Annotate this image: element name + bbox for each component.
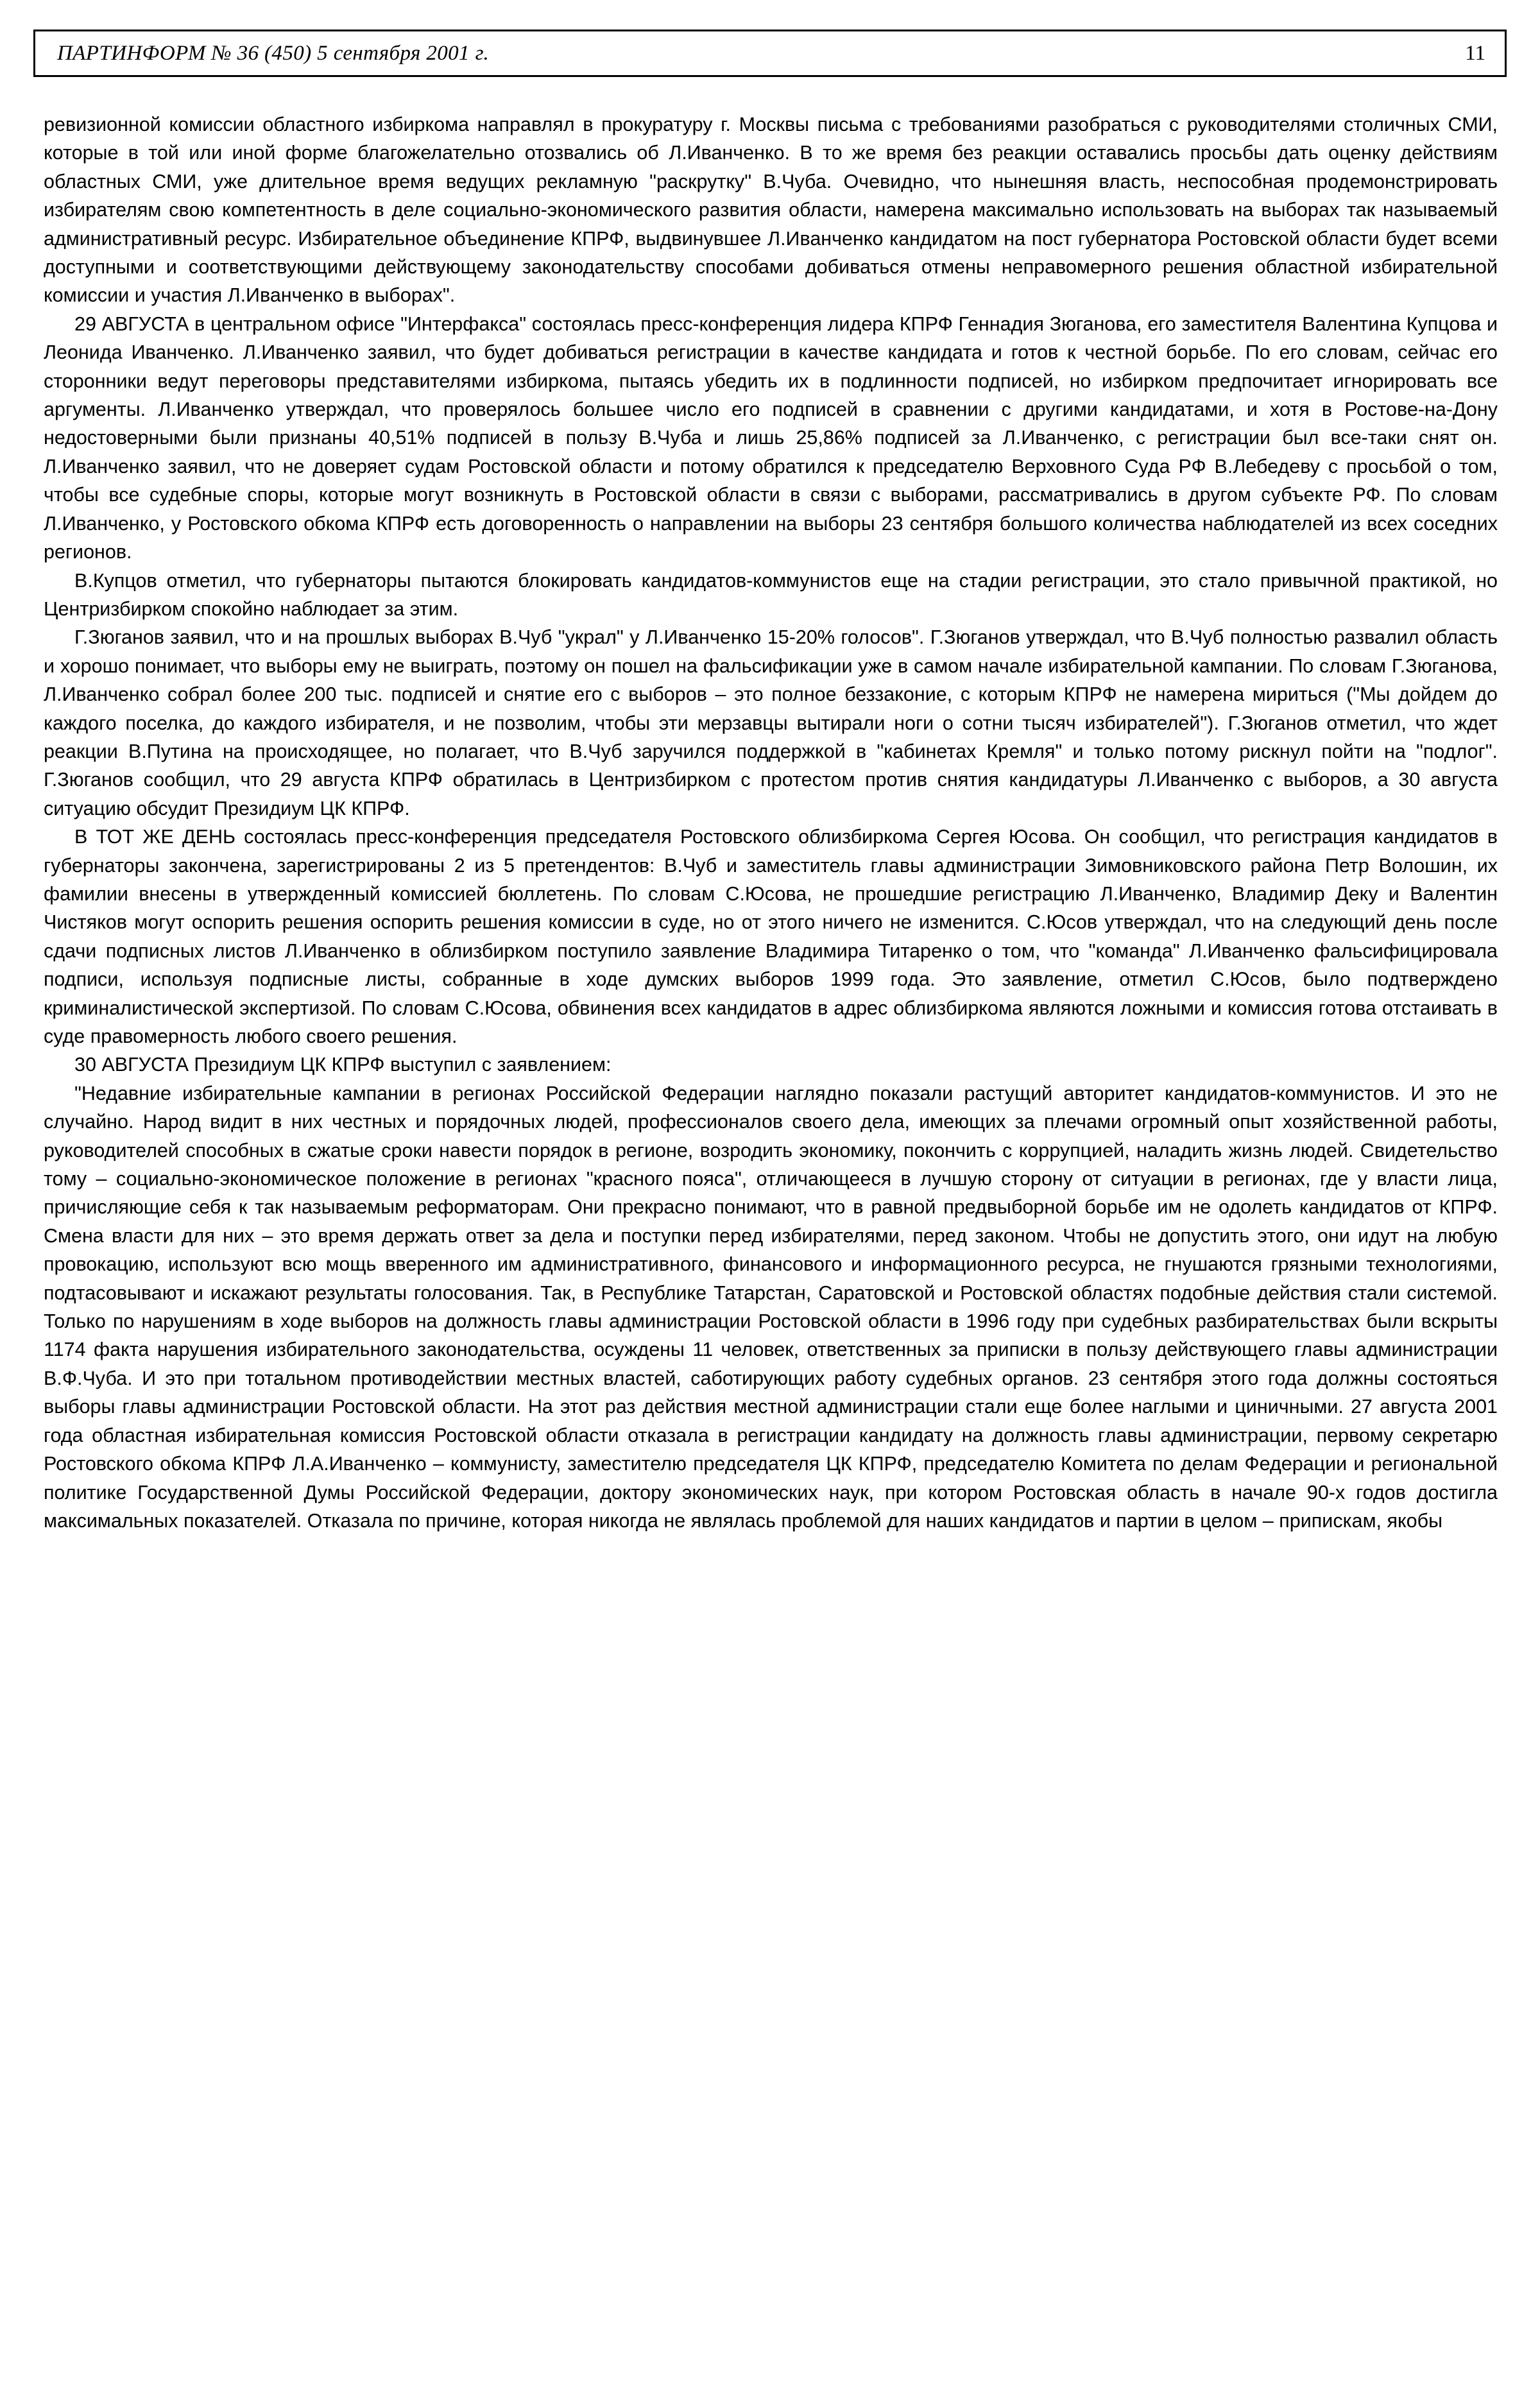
document-body xyxy=(33,110,1507,1535)
publication-title: ПАРТИНФОРМ № 36 (450) 5 сентября 2001 г. xyxy=(57,41,490,65)
paragraph: ревизионной комиссии областного избиркома направлял в прокуратуру г. Москвы письма с требованиями разобраться с руководителями столичных СМИ, которые в той или иной форме благожелательно отозвались об Л.Иванченко. В то же время без реакции оставались просьбы дать оценку действиям областных СМИ, уже длительное время ведущих рекламную "раскрутку" В.Чуба. Очевидно, что нынешняя власть, неспособная продемонстрировать избирателям свою компетентность в деле социально-экономического развития области, намерена максимально использовать на выборах так называемый административный ресурс. Избирательное объединение КПРФ, выдвинувшее Л.Иванченко кандидатом на пост губернатора Ростовской области будет всеми доступными и соответствующими действующему законодательству способами добиваться отмены неправомерного решения областной избирательной комиссии и участия Л.Иванченко в выборах". xyxy=(44,114,1498,307)
paragraph: "Недавние избирательные кампании в регионах Российской Федерации наглядно показали растущий авторитет кандидатов-коммунистов. И это не случайно. Народ видит в них честных и порядочных людей, профессионалов своего дела, имеющих за плечами огромный опыт хозяйственной работы, руководителей способных в сжатые сроки навести порядок в регионе, возродить экономику, покончить с коррупцией, наладить жизнь людей. Свидетельство тому – социально-экономическое положение в регионах "красного пояса", отличающееся в лучшую сторону от ситуации в регионах, где у власти лица, причисляющие себя к так называемым реформаторам. Они прекрасно понимают, что в равной предвыборной борьбе им не одолеть кандидатов от КПРФ. Смена власти для них – это время держать ответ за дела и поступки перед избирателями, перед законом. Чтобы не допустить этого, они идут на любую провокацию, используют всю мощь вверенного им административного, финансового и информационного ресурса, не гнушаются грязными технологиями, подтасовывают и искажают результаты голосования. Так, в Республике Татарстан, Саратовской и Ростовской областях подобные действия стали системой. Только по нарушениям в ходе выборов на должность главы администрации Ростовской области в 1996 году при судебных разбирательствах были вскрыты 1174 факта нарушения избирательного законодательства, осуждены 11 человек, ответственных за приписки в пользу действующего главы администрации В.Ф.Чуба. И это при тотальном противодействии местных властей, саботирующих работу судебных органов. 23 сентября этого года должны состояться выборы главы администрации Ростовской области. На этот раз действия местной администрации стали еще более наглыми и циничными. 27 августа 2001 года областная избирательная комиссия Ростовской области отказала в регистрации кандидату на должность главы администрации, первому секретарю Ростовского обкома КПРФ Л.А.Иванченко – коммунисту, заместителю председателя ЦК КПРФ, председателю Комитета по делам Федерации и региональной политике Государственной Думы Российской Федерации, доктору экономических наук, при котором Ростовская область в начале 90-х годов достигла максимальных показателей. Отказала по причине, которая никогда не являлась проблемой для наших кандидатов и партии в целом – припискам, якобы xyxy=(44,1082,1498,1532)
page-header xyxy=(33,30,1507,77)
paragraph: Г.Зюганов заявил, что и на прошлых выборах В.Чуб "украл" у Л.Иванченко 15-20% голосов". Г.Зюганов утверждал, что В.Чуб полностью развалил область и хорошо понимает, что выборы ему не выиграть, поэтому он пошел на фальсификации уже в самом начале избирательной кампании. По словам Г.Зюганова, Л.Иванченко собрал более 200 тыс. подписей и снятие его с выборов – это полное беззаконие, с которым КПРФ не намерена мириться ("Мы дойдем до каждого поселка, до каждого избирателя, и не позволим, чтобы эти мерзавцы вытирали ноги о сотни тысяч избирателей"). Г.Зюганов отметил, что ждет реакции В.Путина на происходящее, но полагает, что В.Чуб заручился поддержкой в "кабинетах Кремля" и только потому рискнул пойти на "подлог". Г.Зюганов сообщил, что 29 августа КПРФ обратилась в Центризбирком с протестом против снятия кандидатуры Л.Иванченко с выборов, а 30 августа ситуацию обсудит Президиум ЦК КПРФ. xyxy=(44,626,1498,819)
paragraph: 30 АВГУСТА Президиум ЦК КПРФ выступил с заявлением: xyxy=(74,1054,612,1076)
page-number: 11 xyxy=(1465,41,1485,65)
paragraph: В.Купцов отметил, что губернаторы пытаются блокировать кандидатов-коммунистов еще на стадии регистрации, это стало привычной практикой, но Центризбирком спокойно наблюдает за этим. xyxy=(44,569,1498,620)
paragraph: В ТОТ ЖЕ ДЕНЬ состоялась пресс-конференция председателя Ростовского облизбиркома Сергея Юсова. Он сообщил, что регистрация кандидатов в губернаторы закончена, зарегистрированы 2 из 5 претендентов: В.Чуб и заместитель главы администрации Зимовниковского района Петр Волошин, их фамилии внесены в утвержденный комиссией бюллетень. По словам С.Юсова, не прошедшие регистрацию Л.Иванченко, Владимир Деку и Валентин Чистяков могут оспорить решения оспорить решения комиссии в суде, но от этого ничего не изменится. С.Юсов утверждал, что на следующий день после сдачи подписных листов Л.Иванченко в облизбирком поступило заявление Владимира Титаренко о том, что "команда" Л.Иванченко фальсифицировала подписи, используя подписные листы, собранные в ходе думских выборов 1999 года. Это заявление, отметил С.Юсов, было подтверждено криминалистической экспертизой. По словам С.Юсова, обвинения всех кандидатов в адрес облизбиркома являются ложными и комиссия готова отстаивать в суде правомерность любого своего решения. xyxy=(44,826,1498,1047)
paragraph: 29 АВГУСТА в центральном офисе "Интерфакса" состоялась пресс-конференция лидера КПРФ Геннадия Зюганова, его заместителя Валентина Купцова и Леонида Иванченко. Л.Иванченко заявил, что будет добиваться регистрации в качестве кандидата и готов к честной борьбе. По его словам, сейчас его сторонники ведут переговоры представителями избиркома, пытаясь убедить их в подлинности подписей, но избирком предпочитает игнорировать все аргументы. Л.Иванченко утверждал, что проверялось большее число его подписей в сравнении с другими кандидатами, и хотя в Ростове-на-Дону недостоверными были признаны 40,51% подписей в пользу В.Чуба и лишь 25,86% подписей за Л.Иванченко, с регистрации был все-таки снят он. Л.Иванченко заявил, что не доверяет судам Ростовской области и потому обратился к председателю Верховного Суда РФ В.Лебедеву с просьбой о том, чтобы все судебные споры, которые могут возникнуть в Ростовской области в связи с выборами, рассматривались в другом субъекте РФ. По словам Л.Иванченко, у Ростовского обкома КПРФ есть договоренность о направлении на выборы 23 сентября большого количества наблюдателей из всех соседних регионов. xyxy=(44,313,1498,563)
